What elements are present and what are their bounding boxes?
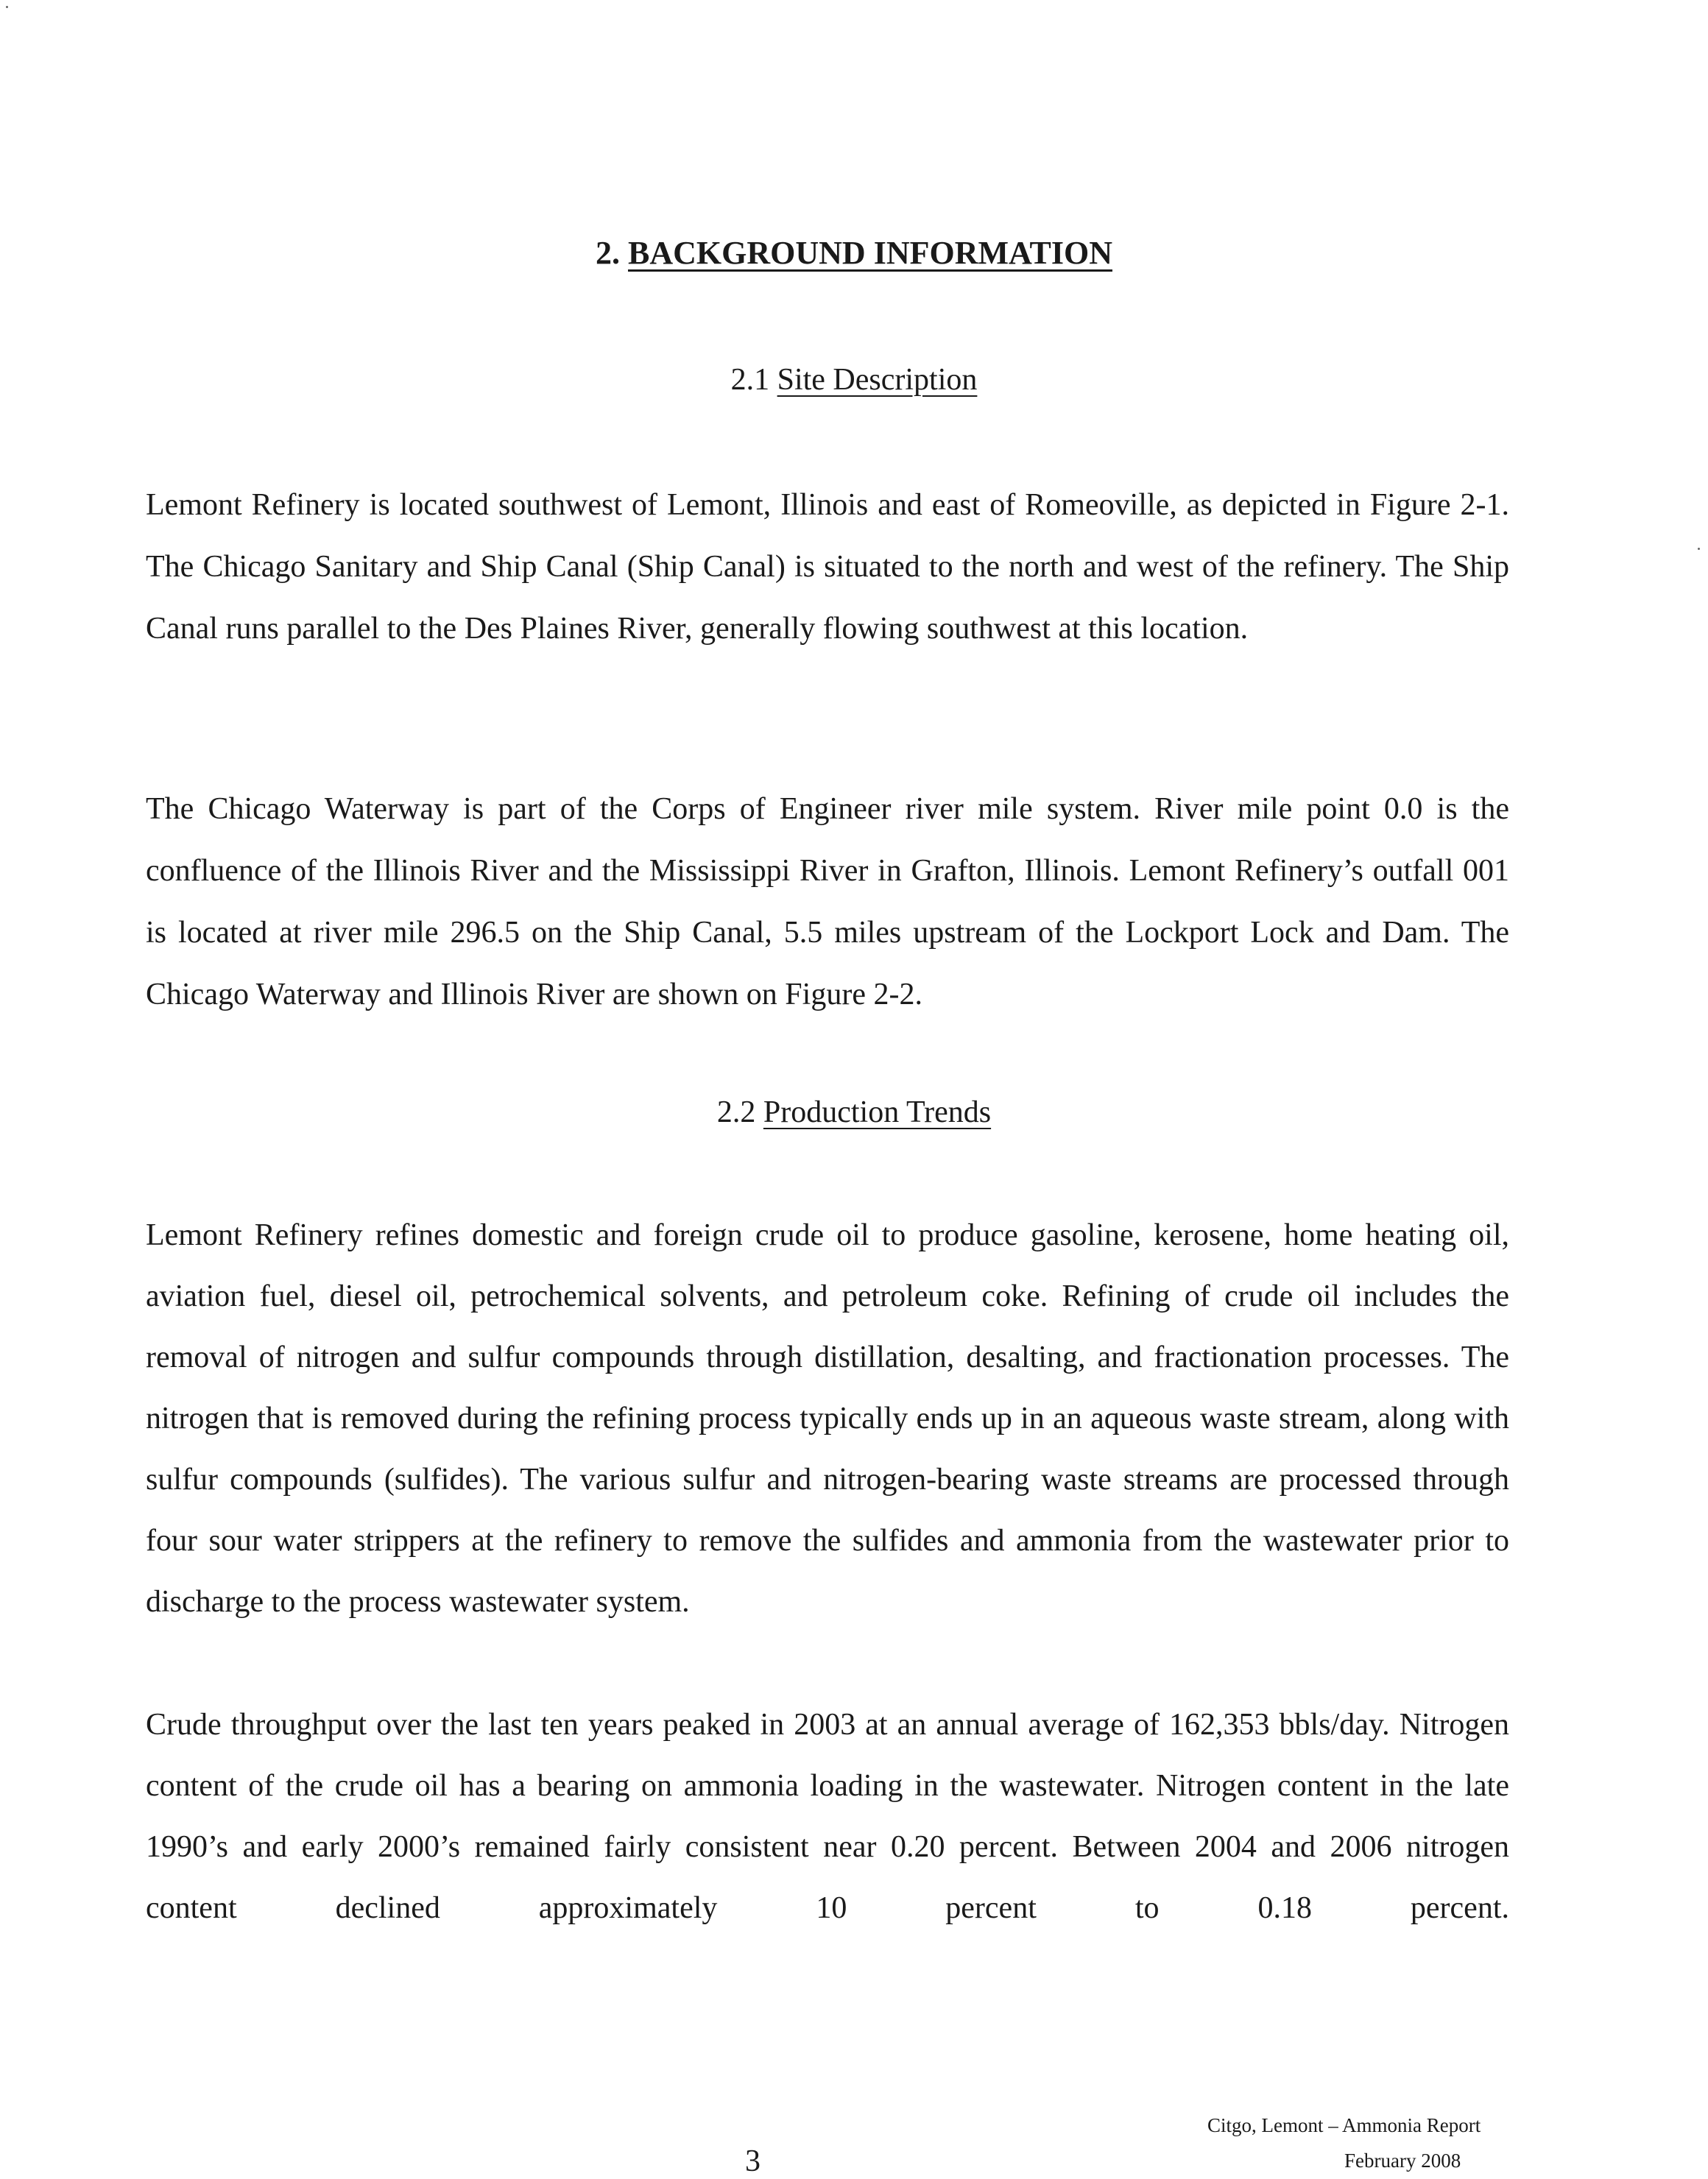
- footer-report-title: Citgo, Lemont – Ammonia Report: [1207, 2114, 1481, 2136]
- section-number: 2.: [596, 235, 621, 271]
- scan-speck: [6, 6, 8, 8]
- paragraph-chicago-waterway: The Chicago Waterway is part of the Corps of Engineer river mile system. River mile point 0.0 is the confluence of the Illinois River and the Mississippi River in Grafton, Illinois. Lemont Refinery’s outfall 001 is located at river mile 296.5 on the Ship Canal, 5.5 miles upstream of the Lockport Lock and Dam. The Chicago Waterway and Illinois River are shown on Figure 2-2.: [146, 792, 1509, 1011]
- paragraph-crude-throughput: Crude throughput over the last ten years peaked in 2003 at an annual average of 162,353 bbls/day. Nitrogen content of the crude oil has a bearing on ammonia loading in the wastewater. Nitrogen content in the late 1990’s and early 2000’s remained fairly consistent near 0.20 percent. Between 2004 and 2006 nitrogen content declined approximately 10 percent to 0.18 percent.: [146, 1708, 1509, 1925]
- footer-report-date: February 2008: [1344, 2150, 1461, 2172]
- subsection-number: 2.2: [716, 1095, 756, 1129]
- section-title: BACKGROUND INFORMATION: [628, 235, 1112, 271]
- page-number: 3: [745, 2144, 761, 2178]
- subsection-title: Site Description: [777, 363, 978, 397]
- paragraph-refining-process: Lemont Refinery refines domestic and foreign crude oil to produce gasoline, kerosene, home heating oil, aviation fuel, diesel oil, petrochemical solvents, and petroleum coke. Refining of crude oil includes the removal of nitrogen and sulfur compounds through distillation, desalting, and fractionation processes. The nitrogen that is removed during the refining process typically ends up in an aqueous waste stream, along with sulfur compounds (sulfides). The various sulfur and nitrogen-bearing waste streams are processed through four sour water strippers at the refinery to remove the sulfides and ammonia from the wastewater prior to discharge to the process wastewater system.: [146, 1218, 1509, 1619]
- subsection-number: 2.1: [730, 363, 770, 397]
- scan-speck: [1698, 548, 1700, 550]
- subsection-heading-production-trends: [0, 1095, 1708, 1130]
- section-heading: [0, 234, 1708, 272]
- paragraph-site-location: Lemont Refinery is located southwest of Lemont, Illinois and east of Romeoville, as depicted in Figure 2-1. The Chicago Sanitary and Ship Canal (Ship Canal) is situated to the north and west of the refinery. The Ship Canal runs parallel to the Des Plaines River, generally flowing southwest at this location.: [146, 488, 1509, 646]
- subsection-heading-site-description: [0, 362, 1708, 398]
- subsection-title: Production Trends: [763, 1095, 992, 1129]
